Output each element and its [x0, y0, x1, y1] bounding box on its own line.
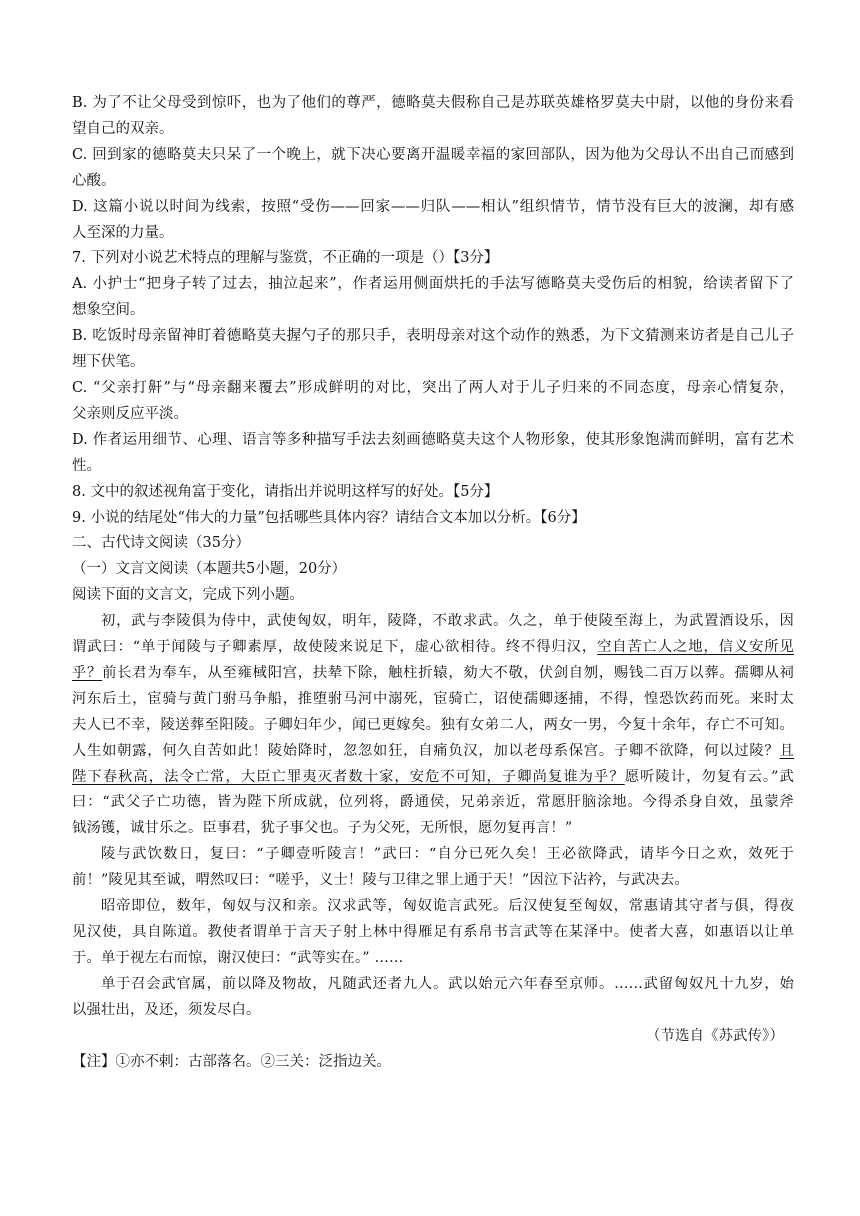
q7-option-b-line-2: 埋下伏笔。 — [72, 354, 145, 371]
question-7: 7. 下列对小说艺术特点的理解与鉴赏，不正确的一项是（）【3分】 — [72, 250, 499, 267]
option-b-line-2: 望自己的双亲。 — [72, 120, 174, 137]
option-b-line-1: B. 为了不让父母受到惊吓，也为了他们的尊严，德略莫夫假称自己是苏联英雄格罗莫夫中尉，以他的身份来看 — [72, 95, 794, 111]
q7-option-a-line-2: 想象空间。 — [72, 302, 145, 319]
passage-p1-line-5: 夫人已不幸，陵送葬至阳陵。子卿妇年少，闻已更嫁矣。独有女弟二人，两女一男，今复十余年，存亡不可知。 — [72, 716, 794, 733]
footnote: 【注】①亦不剌：古部落名。②三关：泛指边关。 — [72, 1053, 391, 1070]
passage-p1-line-2: 谓武曰：“单于闻陵与子卿素厚，故使陵来说足下，虚心欲相待。终不得归汉，空自苦亡人之地，信义安所见 — [72, 639, 794, 656]
passage-p1-line-7: 陛下春秋高，法令亡常，大臣亡罪夷灭者数十家，安危不可知，子卿尚复谁为乎？愿听陵计，勿复有云。”武 — [72, 768, 795, 785]
passage-source: （节选自《苏武传》） — [646, 1027, 784, 1044]
underlined-sentence-1: 空自苦亡人之地，信义安所见 — [597, 639, 794, 656]
passage-p1-line-8: 曰：“武父子亡功德，皆为陛下所成就，位列将，爵通侯，兄弟亲近，常愿肝脑涂地。今得杀身自效，虽蒙斧 — [72, 794, 794, 811]
q7-option-c-line-1: C. “父亲打鼾”与“母亲翻来覆去”形成鲜明的对比，突出了两人对于儿子归来的不同态度，母亲心情复杂， — [72, 379, 794, 396]
passage-p1-line-4: 河东后土，宦骑与黄门驸马争船，推堕驸马河中溺死，宦骑亡，诏使孺卿逐捕，不得，惶恐饮药而死。来时太 — [72, 690, 794, 707]
q7-option-a-line-1: A. 小护士“把身子转了过去，抽泣起来”，作者运用侧面烘托的手法写德略莫夫受伤后的相貌，给读者留下了 — [72, 276, 794, 293]
passage-p4-line-1: 单于召会武官属，前以降及物故，凡随武还者九人。武以始元六年春至京师。……武留匈奴凡十九岁，始 — [101, 975, 794, 992]
option-d-line-2: 人至深的力量。 — [72, 224, 174, 241]
passage-p2-line-1: 陵与武饮数日，复曰：“子卿壹听陵言！”武曰：“自分已死久矣！王必欲降武，请毕今日之欢，效死于 — [101, 846, 794, 863]
option-c-line-1: C. 回到家的德略莫夫只呆了一个晚上，就下决心要离开温暖幸福的家回部队，因为他为父母认不出自己而感到 — [72, 146, 794, 163]
question-8: 8. 文中的叙述视角富于变化，请指出并说明这样写的好处。【5分】 — [72, 483, 499, 500]
document-page — [72, 91, 794, 1075]
passage-p3-line-2: 见汉使，具自陈道。教使者谓单于言天子射上林中得雁足有系帛书言武等在某泽中。使者大喜，如惠语以让单 — [72, 924, 794, 940]
question-9: 9. 小说的结尾处“伟大的力量”包括哪些具体内容？请结合文本加以分析。【6分】 — [72, 509, 586, 526]
passage-p1-line-1: 初，武与李陵俱为侍中，武使匈奴，明年，陵降，不敢求武。久之，单于使陵至海上，为武置酒设乐，因 — [101, 613, 794, 630]
q7-option-b-line-1: B. 吃饭时母亲留神盯着德略莫夫握勺子的那只手，表明母亲对这个动作的熟悉，为下文猜测来访者是自己儿子 — [72, 328, 794, 345]
q7-option-d-line-2: 性。 — [72, 457, 101, 474]
passage-p1-line-3: 乎？前长君为奉车，从至雍棫阳宫，扶辇下除，触柱折辕，劾大不敬，伏剑自刎，赐钱二百万以葬。孺卿从祠 — [72, 664, 794, 681]
underlined-sentence-2: 且 — [779, 742, 794, 759]
q7-option-c-line-2: 父亲则反应平淡。 — [72, 405, 188, 422]
subsection-heading: （一）文言文阅读（本题共5小题，20分） — [72, 561, 347, 578]
reading-instruction: 阅读下面的文言文，完成下列小题。 — [72, 587, 304, 604]
passage-p4-line-2: 以强壮出，及还，须发尽白。 — [72, 1001, 261, 1018]
passage-p2-line-2: 前！”陵见其至诚，喟然叹曰：“嗟乎，义士！陵与卫律之罪上通于天！”因泣下沾衿，与武决去。 — [72, 872, 689, 889]
passage-p1-line-9: 钺汤镬，诚甘乐之。臣事君，犹子事父也。子为父死，无所恨，愿勿复再言！” — [72, 820, 573, 837]
option-c-line-2: 心酸。 — [72, 172, 116, 189]
passage-p3-line-3: 于。单于视左右而惊，谢汉使曰：“武等实在。” …… — [72, 949, 404, 966]
q7-option-d-line-1: D. 作者运用细节、心理、语言等多种描写手法去刻画德略莫夫这个人物形象，使其形象饱满而鲜明，富有艺术 — [72, 431, 794, 448]
passage-p3-line-1: 昭帝即位，数年，匈奴与汉和亲。汉求武等，匈奴诡言武死。后汉使复至匈奴，常惠请其守者与俱，得夜 — [101, 898, 794, 915]
underlined-sentence-2-end: 陛下春秋高，法令亡常，大臣亡罪夷灭者数十家，安危不可知，子卿尚复谁为乎？ — [72, 768, 625, 785]
section-heading: 二、古代诗文阅读（35分） — [72, 535, 250, 552]
option-d-line-1: D. 这篇小说以时间为线索，按照“受伤——回家——归队——相认”组织情节，情节没有巨大的波澜，却有感 — [72, 198, 794, 215]
passage-p1-line-6: 人生如朝露，何久自苦如此！陵始降时，忽忽如狂，自痛负汉，加以老母系保宫。子卿不欲降，何以过陵？且 — [72, 742, 794, 759]
underlined-sentence-1-end: 乎？ — [72, 664, 103, 681]
